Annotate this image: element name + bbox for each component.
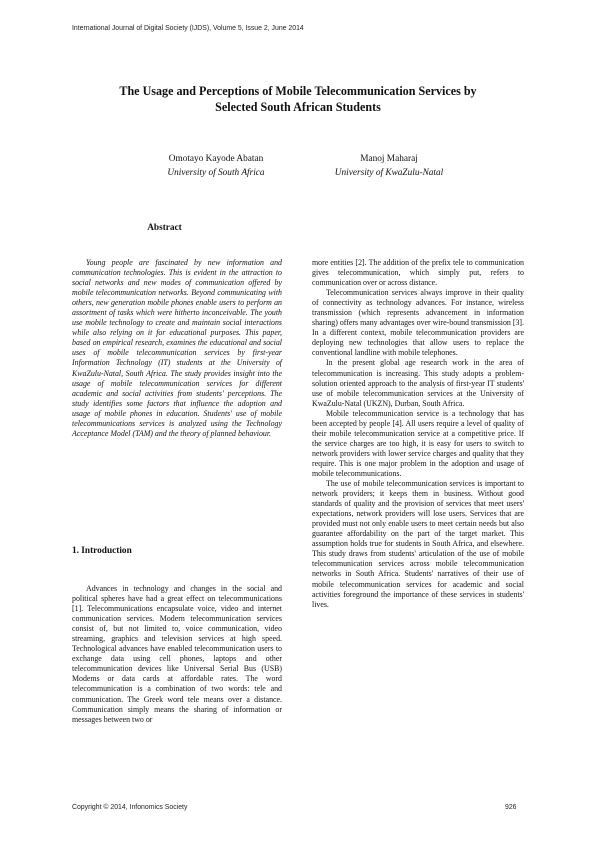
introduction-paragraph: Advances in technology and changes in the social and political spheres have had a great effect on telecommunications [1]. Telecommunications encapsulate voice, video and internet communication services. Modern telecommunication services consist of, but not limited to, voice communication, video streaming, graphics and television services at high speed. Technological advances have enabled telecommunication users to exchange data using cell phones, laptops and other telecommunication devices like Universal Serial Bus (USB) Modems or data cards at affordable rates. The word telecommunication is a combination of two words: tele and communication. The Greek word tele means over a distance. Communication simply means the sharing of information or messages between two or xyxy=(72,584,282,724)
author-block xyxy=(131,153,301,180)
body-paragraph: In the present global age research work in the area of telecommunication is increasing. This study adopts a problem-solution oriented approach to the analysis of first-year IT students' use of mobile telecommunication services at the University of KwaZulu-Natal (UKZN), Durban, South Africa. xyxy=(312,358,524,408)
author-affiliation: University of South Africa xyxy=(167,167,265,178)
paper-title xyxy=(72,84,524,115)
right-column xyxy=(312,258,524,610)
title-line-1: The Usage and Perceptions of Mobile Telecommunication Services by xyxy=(119,84,477,98)
author-block xyxy=(304,153,474,180)
author-affiliation: University of KwaZulu-Natal xyxy=(334,167,444,178)
author-name: Omotayo Kayode Abatan xyxy=(168,154,264,164)
title-line-2: Selected South African Students xyxy=(215,99,381,114)
copyright-footer: Copyright © 2014, Infonomics Society xyxy=(72,804,188,811)
body-paragraph: more entities [2]. The addition of the prefix tele to communication gives telecommunication, which simply put, refers to communication over or across distance. xyxy=(312,258,524,288)
body-paragraph: Mobile telecommunication service is a technology that has been accepted by people [4]. All users require a level of quality of their mobile telecommunication service at a competitive price. If the service charges are too high, it is easy for users to switch to network providers with lower service charges and quality that they require. This is one major problem in the adoption and usage of mobile telecommunications. xyxy=(312,408,524,478)
body-paragraph: The use of mobile telecommunication services is important to network providers; it keeps them in business. Without good standards of quality and the provision of services that meet users' expectations, network providers will lose users. Services that are provided must not only enable users to meet certain needs but also guarantee affordability on the part of the target market. This assumption holds true for students in South Africa, and elsewhere. This study draws from students' articulation of the use of mobile telecommunication services across mobile telecommunication networks in South Africa. Students' narratives of their use of mobile telecommunication services for academic and social activities foreground the importance of these services in students' lives. xyxy=(312,479,524,609)
body-paragraph: Telecommunication services always improve in their quality of connectivity as technology advances. For instance, wireless transmission (which represents advancement in information sharing) offers many advantages over wire-bound transmission [3]. In a different context, mobile telecommunication providers are deploying new technologies that allow users to replace the conventional landline with mobile telephones. xyxy=(312,288,524,358)
abstract-heading: Abstract xyxy=(147,223,182,233)
section-heading-introduction: 1. Introduction xyxy=(72,546,132,556)
page-number: 926 xyxy=(505,804,517,811)
author-name: Manoj Maharaj xyxy=(360,154,418,164)
abstract-text: Young people are fascinated by new information and communication technologies. This is evident in the attraction to social networks and new modes of communication offered by mobile telecommunication networks. Beyond communicating with others, new generation mobile phones enable users to perform an assortment of tasks which were hitherto inconceivable. The youth use mobile technology to create and maintain social interactions while also relying on it for educational purposes. This paper, based on empirical research, examines the educational and social uses of mobile telecommunication services by first-year Information Technology (IT) students at the University of KwaZulu-Natal, South Africa. The study provides insight into the usage of mobile telecommunication services for different academic and social activities from students' perceptions. The study identifies some factors that influence the adoption and usage of mobile phones in education. Students' use of mobile telecommunications services is analyzed using the Technology Acceptance Model (TAM) and the theory of planned behaviour. xyxy=(72,258,282,438)
running-header: International Journal of Digital Society (IJDS), Volume 5, Issue 2, June 2014 xyxy=(72,25,304,32)
